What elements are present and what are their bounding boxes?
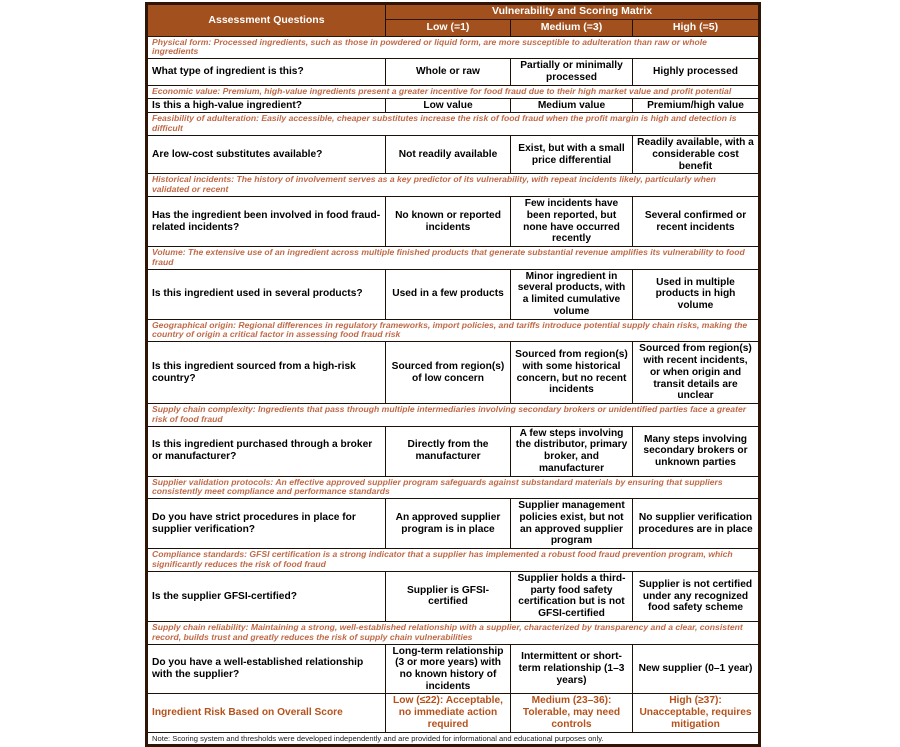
risk-low-cell: Low (≤22): Acceptable, no immediate action required xyxy=(386,694,511,732)
answer-high-cell: Several confirmed or recent incidents xyxy=(633,197,760,247)
answer-low-cell: Directly from the manufacturer xyxy=(386,426,511,476)
category-note-row xyxy=(147,113,760,136)
category-note: Economic value: Premium, high-value ingredients present a greater incentive for food fraud due to their high market value and profit potential xyxy=(147,85,760,98)
question-cell: Is this a high-value ingredient? xyxy=(147,98,386,113)
question-cell: Is this ingredient purchased through a broker or manufacturer? xyxy=(147,426,386,476)
answer-low-cell: An approved supplier program is in place xyxy=(386,499,511,549)
footnote-row xyxy=(147,732,760,745)
answer-medium-cell: Minor ingredient in several products, with a limited cumulative volume xyxy=(511,269,633,319)
table-row xyxy=(147,342,760,404)
category-note: Compliance standards: GFSI certification is a strong indicator that a supplier has implemented a robust food fraud prevention program, which significantly reduces the risk of food fraud xyxy=(147,549,760,572)
question-cell: Do you have a well-established relationship with the supplier? xyxy=(147,644,386,694)
question-cell: What type of ingredient is this? xyxy=(147,59,386,85)
risk-score-row xyxy=(147,694,760,732)
table-row xyxy=(147,644,760,694)
answer-high-cell: Sourced from region(s) with recent incidents, or when origin and transit details are unclear xyxy=(633,342,760,404)
category-note-row xyxy=(147,403,760,426)
table-row xyxy=(147,269,760,319)
category-note-row xyxy=(147,85,760,98)
category-note: Historical incidents: The history of involvement serves as a key predictor of its vulnerability, with repeat incidents likely, particularly when validated or recent xyxy=(147,174,760,197)
question-cell: Is this ingredient used in several products? xyxy=(147,269,386,319)
table-row xyxy=(147,197,760,247)
category-note-row xyxy=(147,36,760,59)
high-column-header: High (=5) xyxy=(633,19,760,36)
question-cell: Is this ingredient sourced from a high-risk country? xyxy=(147,342,386,404)
category-note: Supply chain complexity: Ingredients that pass through multiple intermediaries involving secondary brokers or unidentified parties face a greater risk of food fraud xyxy=(147,403,760,426)
header-row-top xyxy=(147,4,760,20)
answer-medium-cell: Supplier holds a third-party food safety certification but is not GFSI-certified xyxy=(511,571,633,621)
answer-medium-cell: Intermittent or short-term relationship (1–3 years) xyxy=(511,644,633,694)
question-cell: Do you have strict procedures in place for supplier verification? xyxy=(147,499,386,549)
low-column-header: Low (=1) xyxy=(386,19,511,36)
category-note-row xyxy=(147,621,760,644)
answer-medium-cell: Partially or minimally processed xyxy=(511,59,633,85)
category-note-row xyxy=(147,246,760,269)
answer-medium-cell: Few incidents have been reported, but none have occurred recently xyxy=(511,197,633,247)
answer-medium-cell: Supplier management policies exist, but not an approved supplier program xyxy=(511,499,633,549)
answer-low-cell: No known or reported incidents xyxy=(386,197,511,247)
answer-high-cell: Supplier is not certified under any recognized food safety scheme xyxy=(633,571,760,621)
answer-low-cell: Low value xyxy=(386,98,511,113)
question-cell: Is the supplier GFSI-certified? xyxy=(147,571,386,621)
table-row xyxy=(147,98,760,113)
medium-column-header: Medium (=3) xyxy=(511,19,633,36)
answer-high-cell: No supplier verification procedures are in place xyxy=(633,499,760,549)
category-note: Supply chain reliability: Maintaining a strong, well-established relationship with a supplier, characterized by transparency and a clear, consistent record, builds trust and greatly reduces the risk of supply chain vulnerabilities xyxy=(147,621,760,644)
table-row xyxy=(147,571,760,621)
category-note-row xyxy=(147,476,760,499)
answer-medium-cell: Sourced from region(s) with some historical concern, but no recent incidents xyxy=(511,342,633,404)
vulnerability-scoring-matrix-table xyxy=(145,2,758,743)
answer-low-cell: Long-term relationship (3 or more years) with no known history of incidents xyxy=(386,644,511,694)
answer-low-cell: Used in a few products xyxy=(386,269,511,319)
question-cell: Are low-cost substitutes available? xyxy=(147,136,386,174)
answer-low-cell: Supplier is GFSI-certified xyxy=(386,571,511,621)
category-note-row xyxy=(147,174,760,197)
answer-medium-cell: Medium value xyxy=(511,98,633,113)
answer-high-cell: Many steps involving secondary brokers or unknown parties xyxy=(633,426,760,476)
table-row xyxy=(147,426,760,476)
answer-low-cell: Sourced from region(s) of low concern xyxy=(386,342,511,404)
table-row xyxy=(147,59,760,85)
category-note: Supplier validation protocols: An effective approved supplier program safeguards against substandard materials by ensuring that suppliers consistently meet compliance and performance standards xyxy=(147,476,760,499)
answer-high-cell: Premium/high value xyxy=(633,98,760,113)
category-note: Physical form: Processed ingredients, such as those in powdered or liquid form, are more susceptible to adulteration than raw or whole ingredients xyxy=(147,36,760,59)
risk-high-cell: High (≥37): Unacceptable, requires mitigation xyxy=(633,694,760,732)
answer-high-cell: New supplier (0–1 year) xyxy=(633,644,760,694)
answer-low-cell: Not readily available xyxy=(386,136,511,174)
footnote: Note: Scoring system and thresholds were developed independently and are provided for informational and educational purposes only. xyxy=(147,732,760,745)
answer-high-cell: Used in multiple products in high volume xyxy=(633,269,760,319)
category-note-row xyxy=(147,549,760,572)
category-note-row xyxy=(147,319,760,342)
table-row xyxy=(147,136,760,174)
category-note: Volume: The extensive use of an ingredient across multiple finished products that generate substantial revenue amplifies its vulnerability to food fraud xyxy=(147,246,760,269)
assessment-questions-header: Assessment Questions xyxy=(147,4,386,37)
risk-label: Ingredient Risk Based on Overall Score xyxy=(147,694,386,732)
risk-medium-cell: Medium (23–36): Tolerable, may need controls xyxy=(511,694,633,732)
answer-medium-cell: Exist, but with a small price differential xyxy=(511,136,633,174)
answer-low-cell: Whole or raw xyxy=(386,59,511,85)
answer-medium-cell: A few steps involving the distributor, primary broker, and manufacturer xyxy=(511,426,633,476)
category-note: Geographical origin: Regional differences in regulatory frameworks, import policies, and tariffs introduce potential supply chain risks, making the country of origin a critical factor in assessing food fraud risk xyxy=(147,319,760,342)
answer-high-cell: Highly processed xyxy=(633,59,760,85)
table-row xyxy=(147,499,760,549)
matrix-title-header: Vulnerability and Scoring Matrix xyxy=(386,4,760,20)
answer-high-cell: Readily available, with a considerable cost benefit xyxy=(633,136,760,174)
question-cell: Has the ingredient been involved in food fraud-related incidents? xyxy=(147,197,386,247)
category-note: Feasibility of adulteration: Easily accessible, cheaper substitutes increase the risk of food fraud when the profit margin is high and detection is difficult xyxy=(147,113,760,136)
